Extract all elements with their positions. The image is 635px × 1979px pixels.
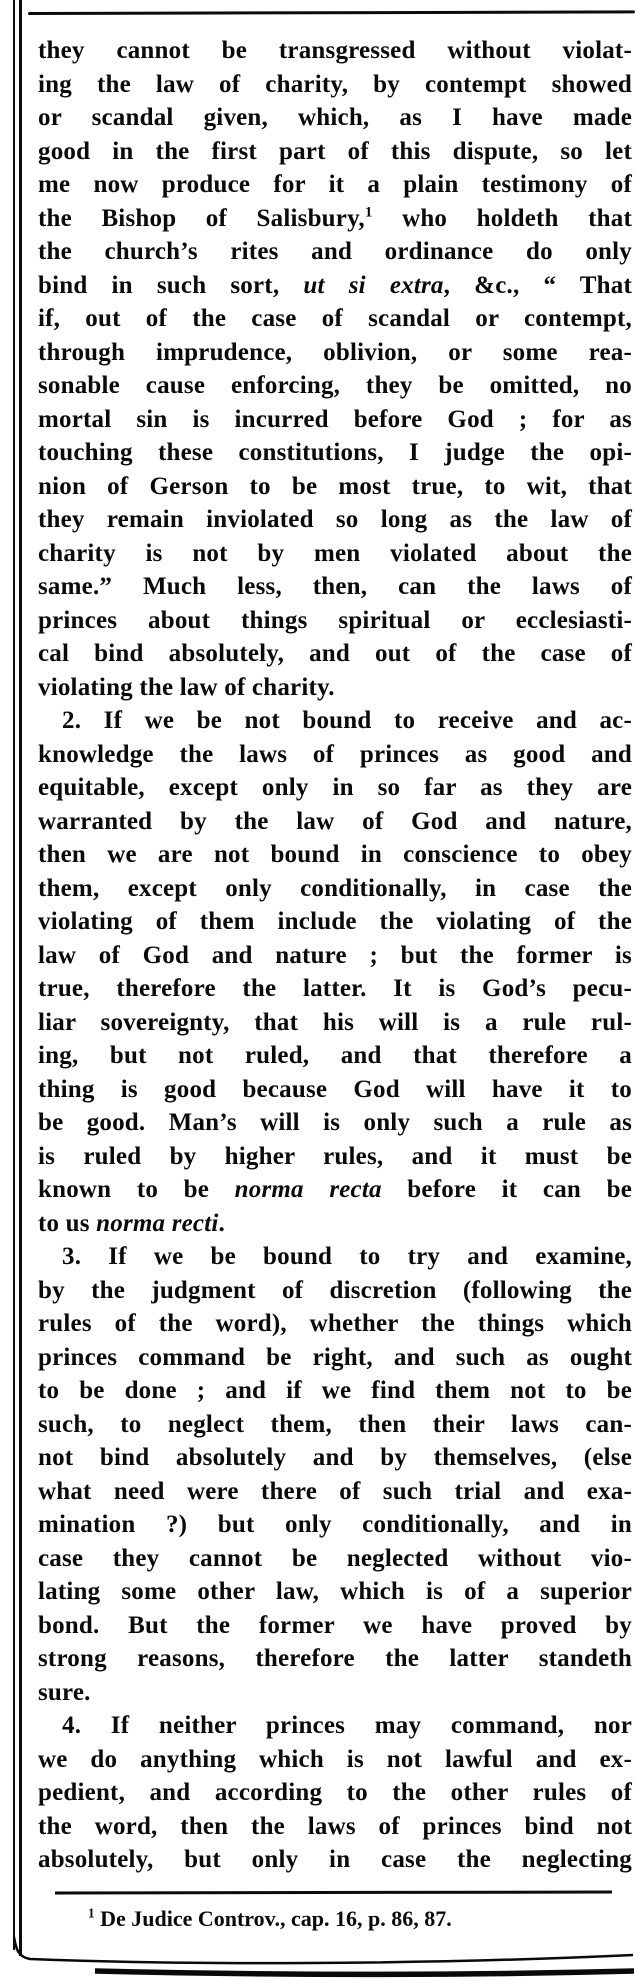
text-line: bind in such sort, ut si extra, &c., “ That xyxy=(38,271,633,299)
text-line: if, out of the case of scandal or contempt, xyxy=(38,305,632,332)
text-line: pedient, and according to the other rules of xyxy=(38,1779,632,1806)
text-line: warranted by the law of God and nature, xyxy=(38,807,632,835)
text-line: knowledge the laws of princes as good and xyxy=(38,740,632,768)
top-rule xyxy=(28,10,635,15)
text-line: mination ?) but only conditionally, and in xyxy=(38,1511,632,1538)
text-line: they cannot be transgressed without violat- xyxy=(38,37,632,64)
text-line: me now produce for it a plain testimony of xyxy=(38,171,632,198)
text-line: case they cannot be neglected without vio- xyxy=(38,1544,632,1572)
text-line: strong reasons, therefore the latter standeth xyxy=(38,1645,632,1672)
text-line: 2. If we be not bound to receive and ac- xyxy=(62,707,632,734)
bottom-curve-rule xyxy=(14,1937,633,1963)
left-border-outer-rule xyxy=(13,0,15,1950)
text-line: absolutely, but only in case the neglecting xyxy=(38,1846,632,1873)
text-line: touching these constitutions, I judge the opi- xyxy=(38,439,632,466)
text-line: through imprudence, oblivion, or some rea- xyxy=(38,338,632,366)
text-line: charity is not by men violated about the xyxy=(38,539,632,567)
text-line: the church’s rites and ordinance do only xyxy=(38,238,632,265)
text-line: rules of the word), whether the things which xyxy=(38,1310,632,1337)
text-line: nion of Gerson to be most true, to wit, that xyxy=(38,472,632,500)
text-line: lating some other law, which is of a superior xyxy=(38,1578,632,1605)
text-line: or scandal given, which, as I have made xyxy=(38,104,632,131)
footnote-marker: 1 xyxy=(88,1905,95,1921)
text-line: by the judgment of discretion (following the xyxy=(38,1276,632,1304)
bottom-thick-rule xyxy=(95,1971,634,1974)
text-line: thing is good because God will have it to xyxy=(38,1075,632,1103)
text-line: equitable, except only in so far as they are xyxy=(38,774,632,801)
text-line: such, to neglect them, then their laws can- xyxy=(38,1410,632,1438)
text-line: sonable cause enforcing, they be omitted, no xyxy=(38,372,632,399)
bottom-page-edge-rules xyxy=(0,1935,635,1979)
text-line: is ruled by higher rules, and it must be xyxy=(38,1142,632,1170)
text-line: the word, then the laws of princes bind not xyxy=(38,1812,632,1840)
text-line: mortal sin is incurred before God ; for as xyxy=(38,405,632,433)
text-line: known to be norma recta before it can be xyxy=(38,1176,632,1203)
paragraph xyxy=(38,1240,632,1709)
footnote-separator-rule xyxy=(55,1891,612,1895)
text-line: 4. If neither princes may command, nor xyxy=(62,1712,632,1739)
text-line: violating the law of charity. xyxy=(38,673,335,701)
paragraph xyxy=(38,34,632,704)
left-border-inner-rule xyxy=(19,0,22,1956)
text-line: to us norma recti. xyxy=(38,1209,225,1237)
text-line: true, therefore the latter. It is God’s pecu- xyxy=(38,975,632,1002)
text-line: them, except only conditionally, in case the xyxy=(38,874,632,902)
text-line: law of God and nature ; but the former is xyxy=(38,941,632,969)
text-line: not bind absolutely and by themselves, (else xyxy=(38,1444,632,1471)
text-line: princes command be right, and such as ought xyxy=(38,1343,632,1371)
text-line: cal bind absolutely, and out of the case of xyxy=(38,640,632,667)
text-line: bond. But the former we have proved by xyxy=(38,1611,632,1639)
text-line: sure. xyxy=(38,1678,91,1706)
paragraph xyxy=(38,704,632,1240)
text-line: the Bishop of Salisbury,$^1$ who holdeth that xyxy=(38,204,632,232)
text-line: ing the law of charity, by contempt showed xyxy=(38,70,632,98)
text-line: violating of them include the violating of the xyxy=(38,908,632,935)
text-line: what need were there of such trial and exa- xyxy=(38,1477,632,1505)
text-line: good in the first part of this dispute, so let xyxy=(38,137,632,165)
text-line: then we are not bound in conscience to obey xyxy=(38,841,632,868)
text-line: they remain inviolated so long as the law of xyxy=(38,506,632,533)
text-line: liar sovereignty, that his will is a rule rul- xyxy=(38,1008,632,1036)
text-line: princes about things spiritual or ecclesiasti- xyxy=(38,606,632,634)
text-line: be good. Man’s will is only such a rule as xyxy=(38,1109,632,1136)
paragraph xyxy=(38,1709,632,1877)
text-line: ing, but not ruled, and that therefore a xyxy=(38,1042,632,1069)
footnote-text: De Judice Controv., cap. 16, p. 86, 87. xyxy=(94,1906,452,1931)
text-line: 3. If we be bound to try and examine, xyxy=(62,1243,632,1270)
text-column xyxy=(38,34,632,1877)
text-line: same.” Much less, then, can the laws of xyxy=(38,573,632,600)
text-line: to be done ; and if we find them not to be xyxy=(38,1377,632,1404)
text-line: we do anything which is not lawful and ex- xyxy=(38,1745,632,1773)
footnote xyxy=(38,1904,632,1934)
